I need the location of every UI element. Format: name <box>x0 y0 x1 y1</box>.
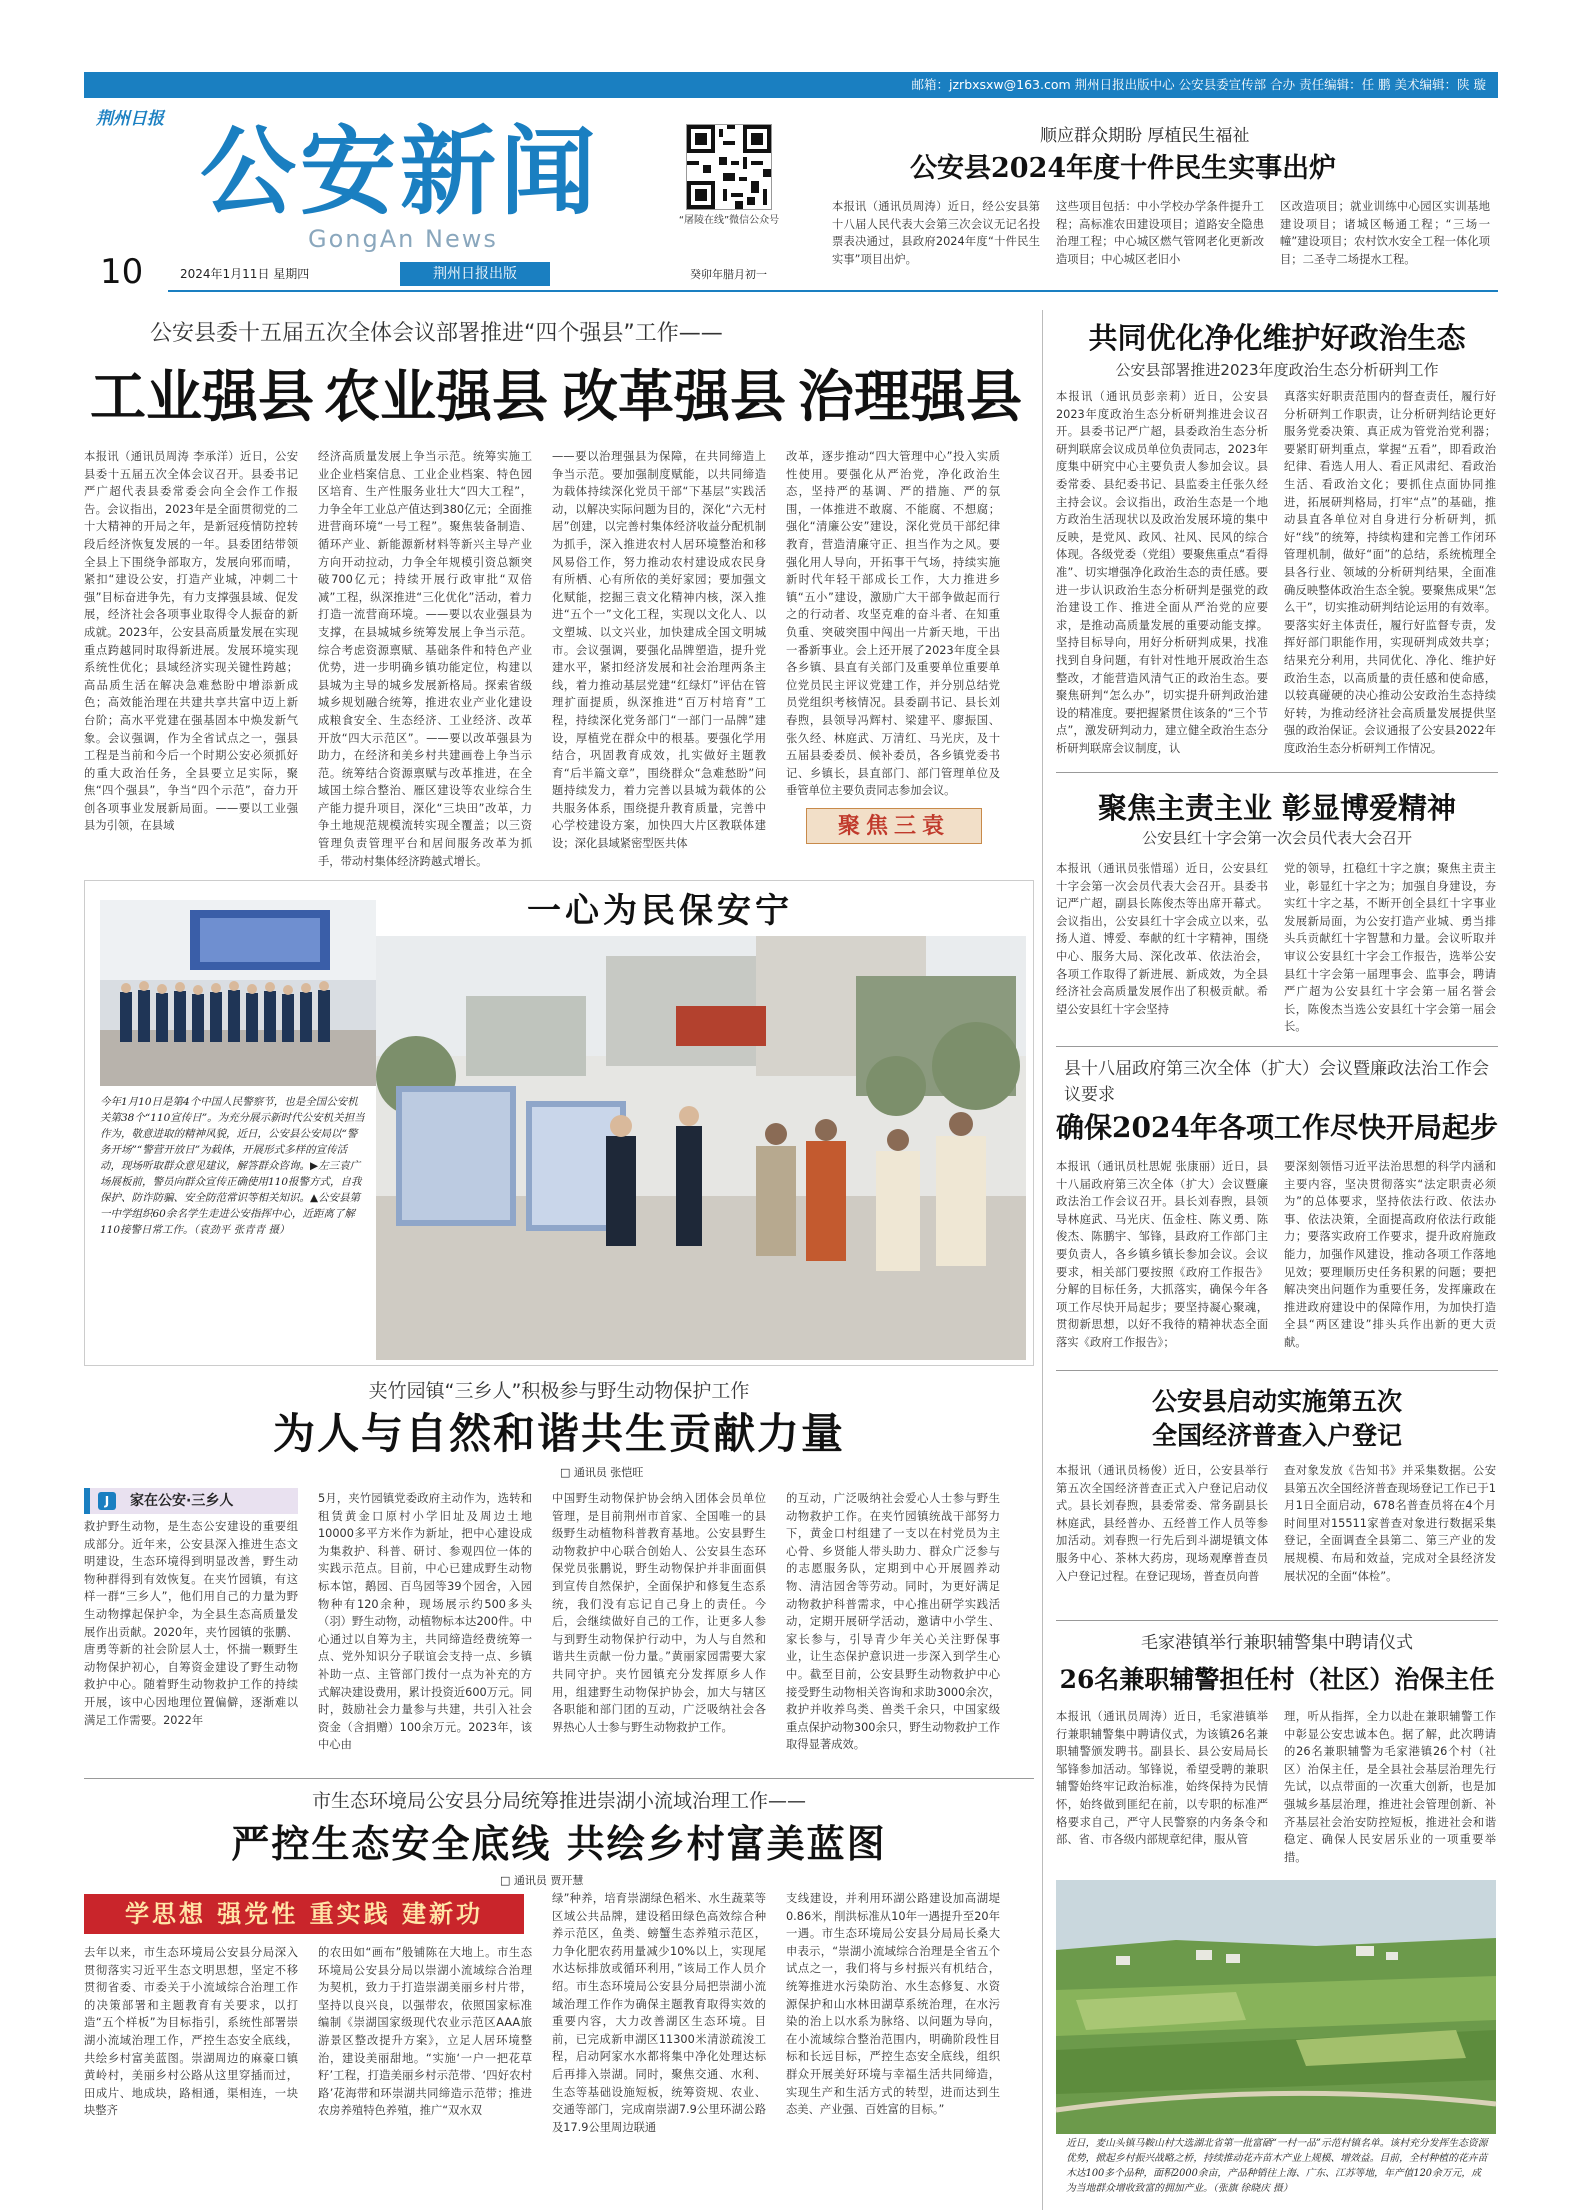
page-number: 10 <box>100 252 144 292</box>
badge-icon: J <box>98 1492 116 1510</box>
right2-subtitle: 公安县红十字会第一次会员代表大会召开 <box>1141 829 1412 847</box>
eco-col4: 支线建设，并利用环湖公路建设加高湖堤0.86米，削洪标准从10年一遇提升至20年一遇。市生态环境局公安县分局局长桑大申表示，“崇湖小流域综合治理是全省五个试点之一，我们将与乡村振兴有机结合，统筹推进水污染防治、水生态修复、水资源保护和山水林田湖草系统治理，在水污染的治上以水系为脉络、以问题为导向，在小流域综合整治范围内，明确阶段性目标和长远目标，严控生态安全底线，组织群众开展美好环境与幸福生活共同缔造，实现生产和生活方式的转型，进而达到生态美、产业强、百姓富的目标。” <box>786 1892 1000 2117</box>
eco-title: 严控生态安全底线 共绘乡村富美蓝图 <box>231 1821 887 1866</box>
masthead-rule <box>168 290 1498 292</box>
focus-label: 聚焦三袁 <box>806 808 982 844</box>
right1-rule <box>1056 772 1498 773</box>
top-story-kicker: 顺应群众期盼 厚植民生福祉 <box>1040 126 1250 146</box>
wild-badge: J 家在公安·三乡人 <box>84 1488 298 1514</box>
lead-col4: 改革，逐步推动“四大管理中心”投入实质性使用。要强化从严治党，净化政治生态，坚持严的基调、严的措施、严的氛围，一体推进不敢腐、不能腐、不想腐；强化“清廉公安”建设，深化党员干部纪律教育，营造清廉守正、担当作为之风。要强化用人导向，开拓事干气场，持续实施新时代年轻干部成长工作，大力推进乡镇“五小”建设，激励广大干部争做起而行之的行动者、攻坚克难的奋斗者、在知重负重、突破突围中闯出一片新天地，干出一番新事业。会上还开展了2023年度全县各乡镇、县直有关部门及重要单位重要单位党员民主评议党建工作，并分别总结党员党组织考核情况。县委副书记、县长刘春煦，县领导冯辉村、梁建平、廖振国、张久经、林庭武、万清红、马光庆，及十五届县委委员、候补委员，各乡镇党委书记、乡镇长，县直部门、部门管理单位及垂管单位主要负责同志参加会议。 <box>786 450 1000 798</box>
lead-title-4: 治理强县 <box>798 364 1022 430</box>
inset-photo-students <box>100 900 376 1086</box>
right3-col2: 要深刻领悟习近平法治思想的科学内涵和主要内容，坚决贯彻落实“法定职责必须为”的总体要求，坚持依法行政、依法办事、依法决策，全面提高政府依法行政能力；要落实政府工作要求，提升政府施政能力，加强作风建设，推动各项工作落地见效；要理顺历史任务积累的问题；要把解决突出问题作为重要任务，发挥廉政在推进政府建设中的保障作用，为加快打造全县“两区建设”排头兵作出新的更大贡献。 <box>1284 1160 1496 1349</box>
eco-byline: □ 通讯员 贾开慧 <box>500 1874 584 1887</box>
lead-title-1: 工业强县 <box>90 364 314 430</box>
right5-col2: 理，听从指挥，全力以赴在兼职辅警工作中彰显公安忠诚本色。据了解，此次聘请的26名兼职辅警为毛家港镇26个村（社区）治保主任，是全县社会基层治理先行先试，以点带面的一次重大创新，也是加强城乡基层治理，推进社会管理创新、补齐基层社会治安防控短板，推进社会和谐稳定、确保人民安居乐业的一项重要举措。 <box>1284 1710 1496 1864</box>
right4-rule <box>1056 1620 1498 1621</box>
eco-col2: 的农田如“画布”般铺陈在大地上。市生态环境局公安县分局以崇湖小流域综合治理为契机，致力于打造崇湖美丽乡村片带，坚持以良兴良，以强带农，依照国家标准编制《崇湖国家级现代农业示范区AAA旅游景区整改提升方案》，立足人居环境整治，建设美丽甜地。“实施‘一户一把花草籽’工程，打造美丽乡村示范带、‘四好农村路’花海带和环崇湖共同缔造示范带；推进农房养殖特色养殖，推广“双水双 <box>318 1946 532 2118</box>
village-photo-caption: 近日，麦山头镇马鞍山村大选湖北省第一批富硒“一村一品”示范村镇名单。该村充分发挥生态资源优势，掀起乡村振兴战略之桥，持续推动花卉苗木产业上规模、增效益。目前，全村种植的花卉苗木达100多个品种，面积2000余亩，产品种销往上海、广东、江苏等地，年产值120余万元，成为当地群众增收致富的拥加产业。（张旗 徐晓庆 摄） <box>1066 2138 1488 2194</box>
wild-col1: 救护野生动物，是生态公安建设的重要组成部分。近年来，公安县深入推进生态文明建设，生态环境得到明显改善，野生动物种群得到有效恢复。在夹竹园镇，有这样一群“三乡人”，他们用自己的力量为野生动物撑起保护伞，为全县生态高质量发展作出贡献。2020年，夹竹园镇的张鹏、唐勇等新的社会阶层人士，怀揣一颗野生动物保护初心，自筹资金建设了野生动物救护中心。随着野生动物救护工作的持续开展，该中心因地理位置偏僻，逐渐难以满足工作需要。2022年 <box>84 1520 298 1727</box>
wild-title: 为人与自然和谐共生贡献力量 <box>272 1409 845 1458</box>
top-story-title: 公安县2024年度十件民生实事出炉 <box>910 153 1337 184</box>
right1-subtitle: 公安县部署推进2023年度政治生态分析研判工作 <box>1115 361 1439 379</box>
right4-col1: 本报讯（通讯员杨俊）近日，公安县举行第五次全国经济普查正式入户登记启动仪式。县长刘春煦，县委常委、常务副县长林庭武，县经普办、五经普工作人员等参加活动。刘春煦一行先后到斗湖堤镇文体服务中心、茶林大药房，现场观摩普查员入户登记过程。在登记现场，普查员向普 <box>1056 1464 1268 1583</box>
qr-code <box>686 124 772 210</box>
top-bar-text: 邮箱：jzrbxsxw@163.com 荆州日报出版中心 公安县委宣传部 合办 责任编辑：任 鹏 美术编辑：陕 璇 <box>911 77 1486 92</box>
masthead-title: 公安新闻 <box>200 115 600 228</box>
right2-col2: 党的领导，扛稳红十字之旗；聚焦主责主业，彰显红十字之为；加强自身建设，夯实红十字之基，不断开创全县红十字事业发展新局面，为公安打造产业城、勇当排头兵贡献红十字智慧和力量。会议听取并审议公安县红十字会工作报告，选举公安县红十字会第一届理事会、监事会，聘请严广超为公安县红十字会第一届名誉会长，陈俊杰当选公安县红十字会第一届会长。 <box>1284 862 1496 1034</box>
main-photo-police-square <box>376 936 1026 1360</box>
right1-col1: 本报讯（通讯员彭亲莉）近日，公安县2023年度政治生态分析研判推进会议召开。县委书记严广超，县委政治生态分析研判联席会议成员单位负责同志，2023年度集中研究中心主要负责人参加会议。县委常委、县纪委书记、县监委主任张久经主持会议。会议指出，政治生态是一个地方政治生活现状以及政治发展环境的集中反映，是党风、政风、社风、民风的综合体现。各级党委（党组）要聚焦重点“看得准”、切实增强净化政治生态的责任感。要进一步认识政治生态分析研判是强党的政治建设工作、推进全面从严治党的应要求，是推动高质量发展的重要动能支撑。坚持目标导向，用好分析研判成果，找准找到自身问题，有针对性地开展政治生态整改，才能营造风清气正的政治生态。要聚焦研判“怎么办”，切实提升研判政治建设的精准度。要把握紧贯住该条的“三个节点”，激发研判动力，建立健全政治生态分析研判联席会议制度，认 <box>1056 390 1268 755</box>
lead-col2: 经济高质量发展上争当示范。统筹实施工业企业档案信息、工业企业档案、特色园区培育、生产性服务业壮大“四大工程”，力争全年工业总产值达到380亿元；全面推进营商环境“一号工程”。聚焦装备制造、循环产业、新能源新材料等新兴主导产业方向开动拉动，力争全年规模引资总额突破700亿元；持续开展行政审批“双倍减”工程，纵深推进“三化优化”活动，着力打造一流营商环境。——要以农业强县为支撑，在县城城乡统筹发展上争当示范。综合考虑资源禀赋、基础条件和特色产业优势，进一步明确乡镇功能定位，构建以县城为主导的城乡发展新格局。探索省级城乡规划融合统筹，推进农业产业化建设成粮食安全、生态经济、工业经济、改革开放“四大示范区”。——要以改革强县为助力，在经济和美乡村共建画卷上争当示范。统筹结合资源禀赋与改革推进，在全域国土综合整治、雁区建设等农业综合生产能力提升项目，深化“三块田”改革，力争土地规范规模流转实现全覆盖；以三资管理负责管理平台和居间服务改革为抓手，带动村集体经济跨越式增长。 <box>318 450 532 868</box>
top-story-col3: 区改造项目；就业训练中心园区实训基地建设项目；诸城区畅通工程；“三场一幢”建设项目；农村饮水安全工程一体化项目；二圣寺二场提水工程。 <box>1280 200 1490 266</box>
wild-byline: □ 通讯员 张恺旺 <box>560 1466 644 1479</box>
right2-col1: 本报讯（通讯员张惜瑶）近日，公安县红十字会第一次会员代表大会召开。县委书记严广超，副县长陈俊杰等出席开幕式。会议指出，公安县红十字会成立以来，弘扬人道、博爱、奉献的红十字精神，围绕中心、服务大局、深化改革、依法治会，各项工作取得了新进展、新成效，为全县经济社会高质量发展作出了积极贡献。希望公安县红十字会坚持 <box>1056 862 1268 1016</box>
issue-date: 2024年1月11日 星期四 <box>180 267 310 281</box>
eco-banner: 学思想 强党性 重实践 建新功 <box>84 1894 524 1934</box>
village-aerial-photo <box>1056 1880 1496 2134</box>
right3-title: 确保2024年各项工作尽快开局起步 <box>1056 1111 1498 1144</box>
masthead-pinyin: GongAn News <box>308 225 498 253</box>
wild-col2: 5月，夹竹园镇党委政府主动作为，选转和租赁黄金口原村小学旧址及周边土地10000多平方米作为新址，把中心建设成为集救护、科普、研讨、参观四位一体的实践示范点。目前，中心已建成野生动物标本馆，鹅园、百鸟园等39个园舍，入园物种有120余种，现场展示约500多头（羽）野生动物，动植物标本达200件。中心通过以自筹为主，共同缔造经费统筹一点、党外知识分子联谊会支持一点、乡镇补助一点、主管部门拨付一点为补充的方式解决建设费用，累计投资近600万元。同时，鼓励社会力量参与共建，共引入社会资金（含捐赠）100余万元。2023年，该中心由 <box>318 1492 532 1752</box>
paper-logo: 荆州日报 <box>96 109 164 129</box>
right2-rule <box>1056 1046 1498 1047</box>
right4-title-line1: 公安县启动实施第五次 <box>1151 1387 1402 1416</box>
top-bar <box>84 72 1498 98</box>
column-divider <box>1042 310 1043 2210</box>
right2-title: 聚焦主责主业 彰显博爱精神 <box>1097 791 1457 825</box>
lead-col1: 本报讯（通讯员周涛 李承洋）近日，公安县委十五届五次全体会议召开。县委书记严广超代表县委常委会向全会作工作报告。会议指出，2023年是全面贯彻党的二十大精神的开局之年，是新冠疫情防控转段后经济恢复发展的一年。县委团结带领全县上下围绕争部取方，发展向邪而晴，紧扣“建设公安，打造产业城，冲刺二十强”目标奋进争先，有力支撑强县域、促发展，经济社会各项事业取得令人振奋的新成就。2023年，公安县高质量发展在实现重点跨越同时取得新进展。发展环境实现系统性优化；县域经济实现关键性跨越；高品质生活在解决急难愁盼中增添新成色；高效能治理在共建共享共富中迈上新台阶；高水平党建在强基固本中焕发新气象。会议强调，作为全省试点之一，强县工程是当前和今后一个时期公安必须抓好的重大政治任务，全县要立足实际，聚焦“四个强县”，争当“四个示范”，奋力开创各项事业发展新局面。——要以工业强县为引领，在县域 <box>84 450 298 833</box>
eco-col1: 去年以来，市生态环境局公安县分局深入贯彻落实习近平生态文明思想，坚定不移贯彻省委、市委关于小流域综合治理工作的决策部署和主题教育有关要求，以打造“五个样板”为目标指引，系统性部署崇湖小流域治理工作，严控生态安全底线，共绘乡村富美蓝图。崇湖周边的麻豪口镇黄岭村，美丽乡村公路从这里穿插而过，田成片、地成块，路相通，渠相连，一块块整齐 <box>84 1946 298 2118</box>
eco-kicker: 市生态环境局公安县分局统筹推进崇湖小流域治理工作—— <box>311 1790 806 1812</box>
right3-rule <box>1056 1370 1498 1371</box>
lead-title-3: 改革强县 <box>562 364 786 430</box>
wild-col4: 的互动，广泛吸纳社会爱心人士参与野生动物救护工作。在夹竹园镇统战干部努力下，黄金口村组建了一支以在村党员为主心骨、乡贤能人带头助力、群众广泛参与的志愿服务队，定期到中心开展圆养动物、清洁园舍等劳动。同时，为更好满足动物救护科普需求，中心推出研学实践活动，定期开展研学活动，邀请中小学生、家长参与，引导青少年关心关注野保事业，让生态保护意识进一步深入到学生心中。截至目前，公安县野生动物救护中心接受野生动物相关咨询和求助3000余次，救护并收养鸟类、兽类千余只，中国家级重点保护动物300余只，野生动物救护工作取得显著成效。 <box>786 1492 1000 1752</box>
right5-col1: 本报讯（通讯员周涛）近日，毛家港镇举行兼职辅警集中聘请仪式，为该镇26名兼职辅警颁发聘书。副县长、县公安局局长邹锋参加活动。邹锋说，希望受聘的兼职辅警始终牢记政治标准，始终保持为民情怀，始终做到匪纪在前，以专职的标准严格要求自己，严守人民警察的内务条令和部、省、市各级内部规章纪律，服从管 <box>1056 1710 1268 1847</box>
right1-col2: 真落实好职责范围内的督查责任，履行好分析研判工作职责，让分析研判结论更好服务党委决策、真正成为管党治党利器；要紧盯研判重点，掌握“五看”，即看政治纪律、看选人用人、看正风肃纪、看政治生活、看政治文化；要抓住点面协同推进，拓展研判格局，打牢“点”的基础，推动县直各单位对自身进行分析研判，抓好“线”的统筹，持续构建和完善工作闭环管理机制，做好“面”的总结，系统梳理全县各行业、领域的分析研判结果，全面准确反映整体政治生态全貌。要聚焦成果“怎么干”，切实推动研判结论运用的有效率。要落实好主体责任，履行好监督专责，发挥好部门职能作用，实现研判成效共享；结果充分利用，共同优化、净化、维护好政治生态，以高质量的责任感和使命感，以较真碰硬的决心推动公安政治生态持续好转，为推动经济社会高质量发展提供坚强的政治保证。会议通报了公安县2022年度政治生态分析研判工作情况。 <box>1284 390 1496 755</box>
lead-col3: ——要以治理强县为保障，在共同缔造上争当示范。要加强制度赋能，以共同缔造为载体持续深化党员干部“下基层”实践活动，以解决实际问题为目的，深化“六无村居”创建，以完善村集体经济收益分配机制为抓手，深入推进农村人居环境整治和移风易俗工作，努力推动农村建设成农民身有所栖、心有所依的美好家园；要加强文化赋能，挖掘三袁文化精神内核，深入推进“五个一”文化工程，实现以文化人、以文塑城、以文兴业，加快建成全国文明城市。会议强调，要强化品牌塑造，提升党建水平，紧扣经济发展和社会治理两条主线，着力推动基层党建“红绿灯”评估在管理扩面提质，纵深推进“百万村培育”工程，持续深化党务部门“一部门一品牌”建设，厚植党在群众中的根基。要强化学用结合，巩固教育成效，扎实做好主题教育“后半篇文章”，围绕群众“急难愁盼”问题持续发力，着力完善以县城为载体的公共服务体系，围绕提升教育质量，完善中心学校建设方案，加快四大片区教联体建设；深化县域紧密型医共体 <box>552 450 766 851</box>
right3-kicker: 县十八届政府第三次全体（扩大）会议暨廉政法治工作会议要求 <box>1064 1059 1489 1105</box>
right4-title-line2: 全国经济普查入户登记 <box>1151 1421 1402 1450</box>
right4-col2: 查对象发放《告知书》并采集数据。公安县第五次全国经济普查现场登记工作已于1月1日全面启动，678名普查员将在4个月时间里对15511家普查对象进行数据采集登记，全面调查全县第二、第三产业的发展规模、布局和效益，完成对全县经济发展状况的全面“体检”。 <box>1284 1464 1496 1583</box>
right5-title: 26名兼职辅警担任村（社区）治保主任 <box>1059 1665 1495 1694</box>
edition-tab: 荆州日报出版 <box>400 262 550 286</box>
top-story-col1: 本报讯（通讯员周涛）近日，经公安县第十八届人民代表大会第三次会议无记名投票表决通过，县政府2024年度“十件民生实事”项目出炉。 <box>832 200 1040 266</box>
wild-col3: 中国野生动物保护协会纳入团体会员单位管理，是目前荆州市首家、全国唯一的县级野生动植物科普教育基地。公安县野生动物救护中心联合创始人、公安县生态环保党员张鹏说，野生动物保护并非面面俱到宣传自然保护，全面保护和修复生态系统，我们没有忘记自己身上的责任。今后，会继续做好自己的工作，让更多人参与到野生动物保护行动中，为人与自然和谐共生贡献一份力量。”黄丽家园需要大家共同守护。夹竹园镇充分发挥原乡人作用，组建野生动物保护协会，加大与辖区各职能和部门团的互动，广泛吸纳社会各界热心人士参与野生动物救护工作。 <box>552 1492 766 1734</box>
right3-col1: 本报讯（通讯员杜思妮 张康丽）近日，县十八届政府第三次全体（扩大）会议暨廉政法治工作会议召开。县长刘春煦，县领导林庭武、马光庆、伍金柱、陈义勇、陈俊杰、陈鹏宇、邹锋，县政府工作部门主要负责人，各乡镇乡镇长参加会议。会议要求，相关部门要按照《政府工作报告》分解的目标任务，大抓落实，确保今年各项工作尽快开局起步；要坚持凝心聚魂，贯彻新思想，以好不我待的精神状态全面落实《政府工作报告》； <box>1056 1160 1268 1349</box>
wild-rule <box>84 1778 1034 1779</box>
lead-kicker: 公安县委十五届五次全体会议部署推进“四个强县”工作—— <box>150 321 723 346</box>
photo-feature-caption: 今年1月10日是第4个中国人民警察节，也是全国公安机关第38个“110宣传日”。为充分展示新时代公安机关担当作为，敬意进取的精神风貌，近日，公安县公安局以“警务开场”“警营开放日”为载体，开展形式多样的宣传活动，现场听取群众意见建议，解答群众咨询。▶左三袁广场展板前，警员向群众宣传正确使用110报警方式，自我保护、防诈防骗、安全防范常识等相关知识。▲公安县第一中学组织60余名学生走进公安指挥中心，近距离了解110接警日常工作。（袁劲平 张青青 摄） <box>100 1096 365 1236</box>
lunar-date: 癸卯年腊月初一 <box>690 268 767 281</box>
top-story-col2: 这些项目包括：中小学校办学条件提升工程；高标准农田建设项目；道路安全隐患治理工程；中心城区燃气管网老化更新改造项目；中心城区老旧小 <box>1056 200 1264 266</box>
wild-kicker: 夹竹园镇“三乡人”积极参与野生动物保护工作 <box>368 1380 750 1402</box>
eco-col3: 绿”种养，培育崇湖绿色稻米、水生蔬菜等区域公共品牌，建设稻田绿色高效综合种养示范区，鱼类、螃蟹生态养殖示范区，力争化肥农药用量减少10%以上，实现尾水达标排放或循环利用，”该局工作人员介绍。市生态环境局公安县分局把崇湖小流域治理工作作为确保主题教育取得实效的重要内容，大力改善湖区生态环境。目前，已完成新申湖区11300米清淤疏浚工程，启动阿家水水都将集中净化处理达标后再排入崇湖。同时，聚焦交通、水利、生态等基础设施短板，统筹资规、农业、交通等部门，完成南崇湖7.9公里环湖公路及17.9公里周边联通 <box>552 1892 766 2134</box>
qr-caption: “屠陵在线”微信公众号 <box>678 215 780 226</box>
right1-title: 共同优化净化维护好政治生态 <box>1088 321 1466 355</box>
lead-title-2: 农业强县 <box>324 364 548 430</box>
right5-kicker: 毛家港镇举行兼职辅警集中聘请仪式 <box>1141 1633 1413 1653</box>
photo-feature-title: 一心为民保安宁 <box>527 891 793 931</box>
